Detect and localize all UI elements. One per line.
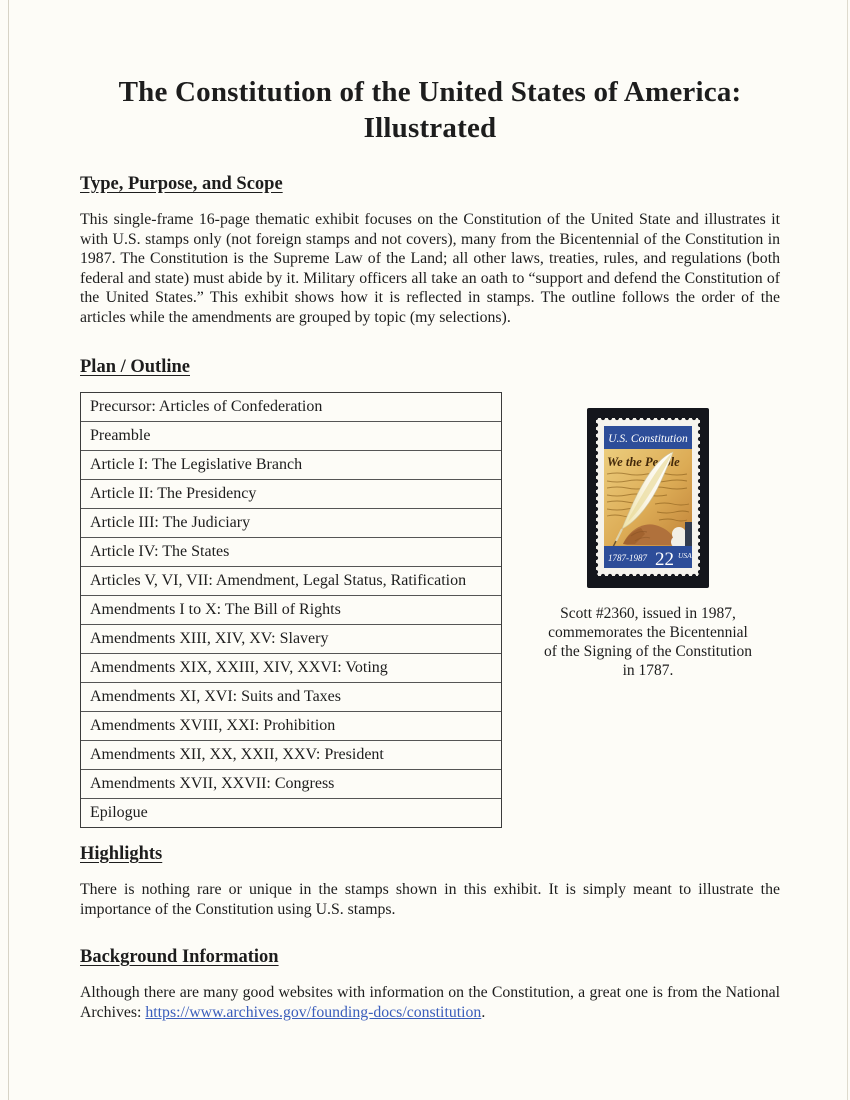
section-heading-plan-outline: Plan / Outline (80, 357, 190, 377)
type-purpose-paragraph: This single-frame 16-page thematic exhibit focuses on the Constitution of the United State and illustrates it with U.S. stamps only (not foreign stamps and not covers), many from the Bicentennial of the Constitution in 1987. The Constitution is the Supreme Law of the Land; all other laws, treaties, rules, and regulations (both federal and state) must abide by it. Military officers all take an oath to “support and defend the Constitution of the United States.” This exhibit shows how it is reflected in stamps. The outline follows the order of the articles while the amendments are grouped by topic (my selections). (80, 211, 780, 326)
constitution-stamp-image (587, 408, 709, 588)
outline-table-row: Epilogue (90, 804, 148, 821)
stamp-denomination: 22 (655, 549, 674, 570)
page-title-line2: Illustrated (363, 112, 497, 144)
section-heading-highlights: Highlights (80, 844, 163, 864)
outline-table-row: Articles V, VI, VII: Amendment, Legal Status, Ratification (81, 567, 501, 596)
background-text: Although there are many good websites with information on the Constitution, a great one is from the National Archives: (80, 984, 780, 1021)
caption-line-4: in 1787. (622, 662, 674, 679)
archives-link[interactable]: https://www.archives.gov/founding-docs/constitution (145, 1003, 482, 1021)
caption-line-1: Scott #2360, issued in 1987, (560, 605, 736, 622)
section-heading-background-information: Background Information (80, 947, 279, 967)
stamp-caption (516, 604, 780, 680)
outline-table-row: Amendments XI, XVI: Suits and Taxes (81, 683, 501, 712)
stamp-years-text: 1787-1987 (608, 553, 647, 563)
page-title-line1: The Constitution of the United States of America: (118, 76, 742, 108)
outline-table-row: Article II: The Presidency (81, 480, 501, 509)
outline-table-row: Amendments I to X: The Bill of Rights (81, 596, 501, 625)
outline-table-row: Article IV: The States (81, 538, 501, 567)
stamp-header-text: U.S. Constitution (608, 433, 688, 445)
outline-table-row: Amendments XVII, XXVII: Congress (81, 770, 501, 799)
outline-table-row: Article III: The Judiciary (81, 509, 501, 538)
outline-table-row: Amendments XIX, XXIII, XIV, XXVI: Voting (81, 654, 501, 683)
outline-table (80, 392, 502, 828)
stamp-country: USA (678, 551, 692, 560)
plan-outline-section (80, 392, 780, 828)
section-heading-type-purpose-scope: Type, Purpose, and Scope (80, 174, 283, 194)
caption-line-3: of the Signing of the Constitution (544, 643, 752, 660)
stamp-column (502, 392, 780, 680)
outline-table-row: Preamble (81, 422, 501, 451)
page-title (80, 74, 780, 146)
outline-table-row: Article I: The Legislative Branch (81, 451, 501, 480)
highlights-paragraph: There is nothing rare or unique in the stamps shown in this exhibit. It is simply meant to illustrate the importance of the Constitution using U.S. stamps. (80, 881, 780, 918)
outline-table-row: Amendments XIII, XIV, XV: Slavery (81, 625, 501, 654)
background-text-end: . (481, 1003, 486, 1021)
background-paragraph (80, 983, 780, 1022)
outline-table-row: Precursor: Articles of Confederation (81, 393, 501, 422)
caption-line-2: commemorates the Bicentennial (548, 624, 748, 641)
stamp-parchment-text: We the People (607, 455, 680, 469)
outline-table-row: Amendments XVIII, XXI: Prohibition (81, 712, 501, 741)
sleeve (685, 522, 692, 546)
outline-table-row: Amendments XII, XX, XXII, XXV: President (81, 741, 501, 770)
